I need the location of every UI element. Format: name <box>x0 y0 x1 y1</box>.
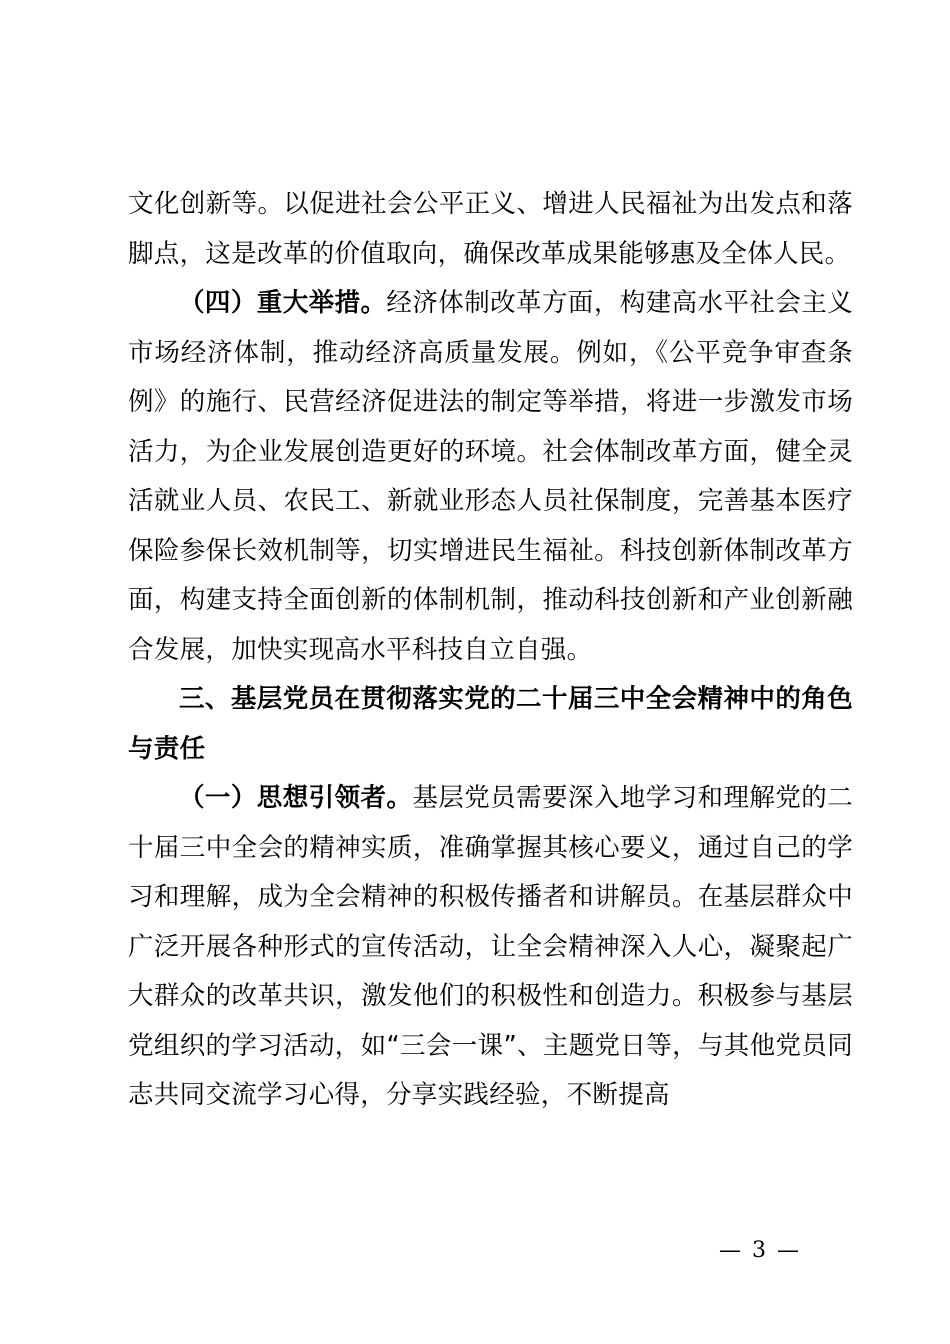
paragraph-text: 基层党员需要深入地学习和理解党的二十届三中全会的精神实质，准确掌握其核心要义，通过自己的学习和理解，成为全会精神的积极传播者和讲解员。在基层群众中广泛开展各种形式的宣传活动，让全会精神深入人心，凝聚起广大群众的改革共识，激发他们的积极性和创造力。积极参与基层党组织的学习活动，如“三会一课”、主题党日等，与其他党员同志共同交流学习心得，分享实践经验，不断提高 <box>128 783 854 1110</box>
page-number: — 3 — <box>719 1238 801 1263</box>
paragraph-thought-leader <box>128 774 853 1121</box>
paragraph-lead: （四）重大举措。 <box>179 288 387 318</box>
document-body <box>128 180 853 1121</box>
paragraph-continuation <box>128 180 853 279</box>
paragraph-lead: （一）思想引领者。 <box>179 783 413 813</box>
paragraph-text: 文化创新等。以促进社会公平正义、增进人民福祉为出发点和落脚点，这是改革的价值取向，确保改革成果能够惠及全体人民。 <box>128 189 853 269</box>
paragraph-text: 经济体制改革方面，构建高水平社会主义市场经济体制，推动经济高质量发展。例如，《公平竞争审查条例》的施行、民营经济促进法的制定等举措，将进一步激发市场活力，为企业发展创造更好的环境。社会体制改革方面，健全灵活就业人员、农民工、新就业形态人员社保制度，完善基本医疗保险参保长效机制等，切实增进民生福祉。科技创新体制改革方面，构建支持全面创新的体制机制，推动科技创新和产业创新融合发展，加快实现高水平科技自立自强。 <box>128 288 853 665</box>
paragraph-major-measures <box>128 279 853 675</box>
section-heading: 三、基层党员在贯彻落实党的二十届三中全会精神中的角色与责任 <box>128 684 853 764</box>
